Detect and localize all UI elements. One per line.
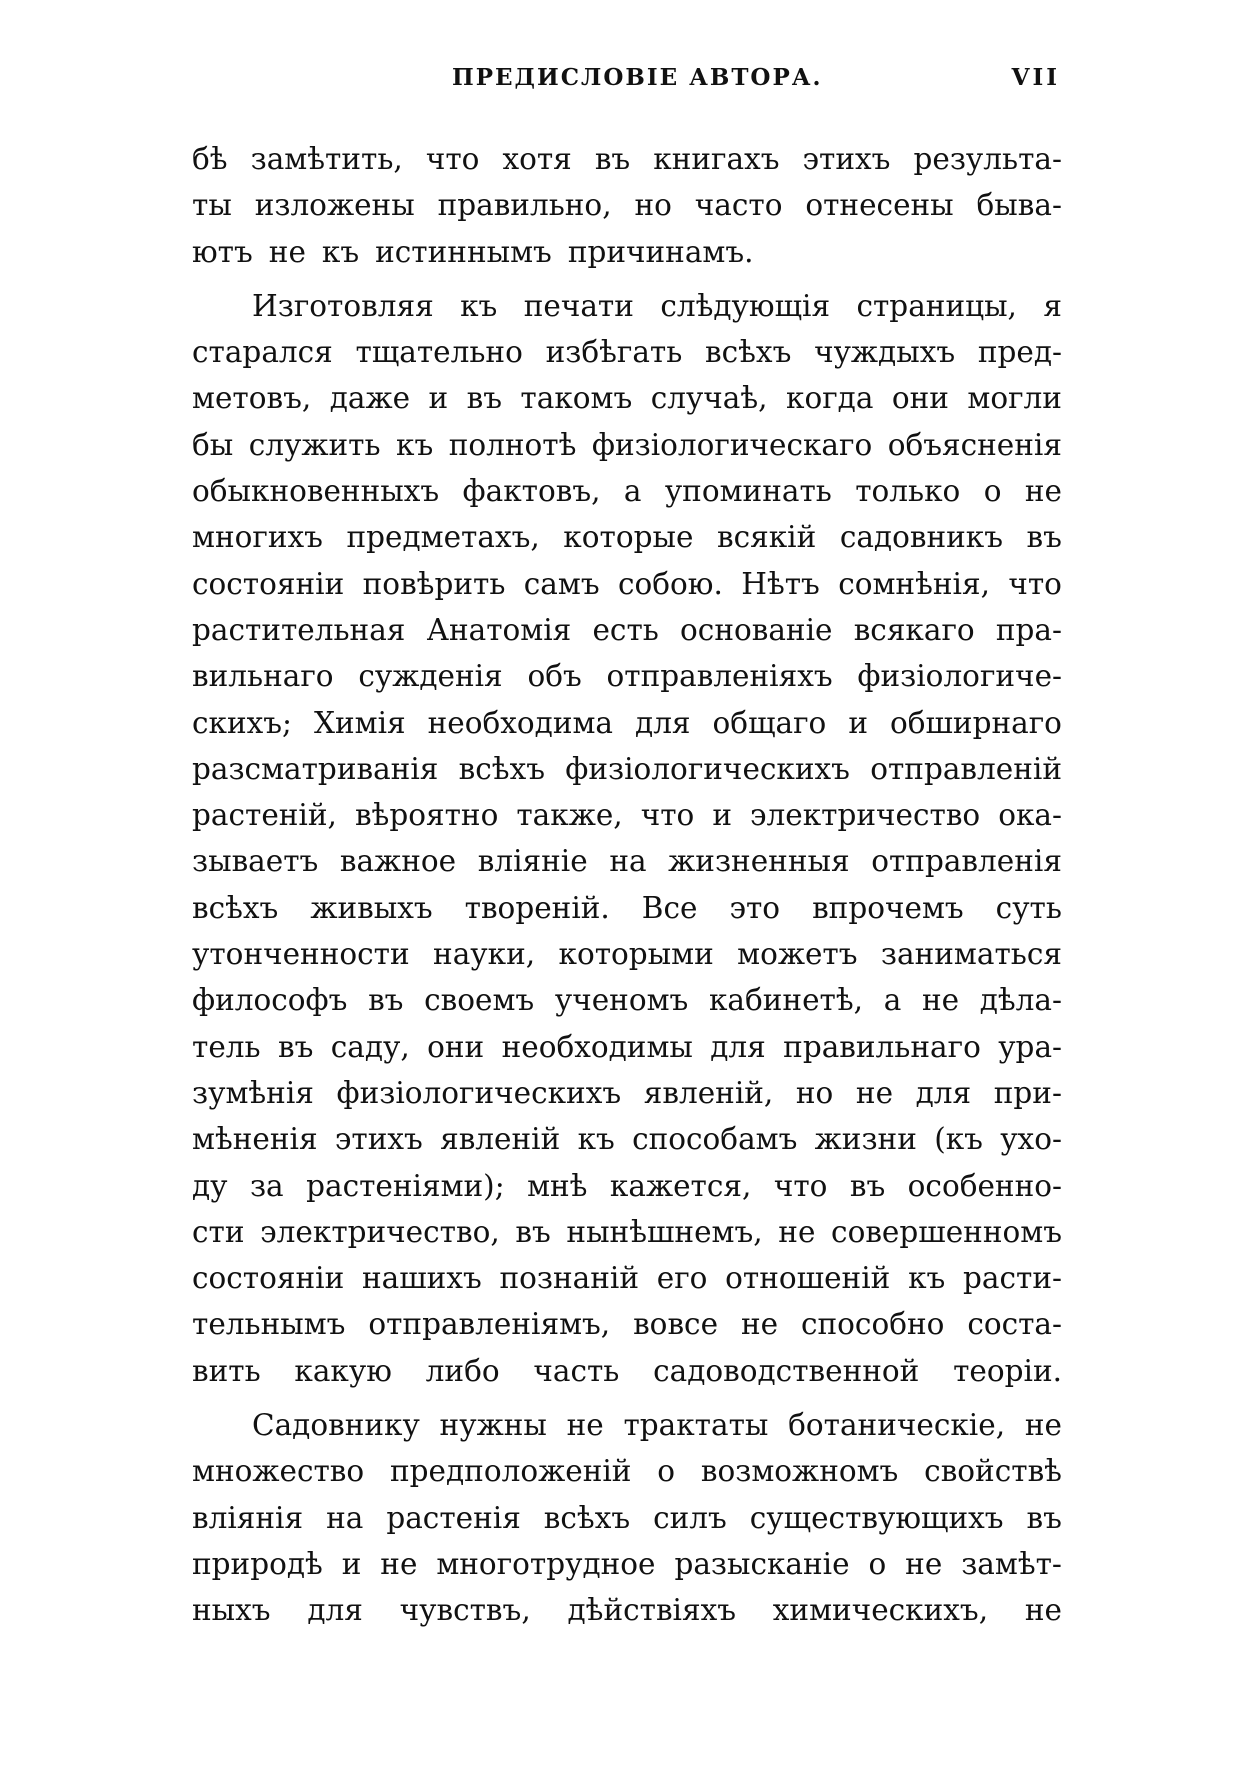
text-line: множество предположеній о возможномъ свойствѣ	[192, 1454, 1062, 1489]
text-line: ныхъ для чувствъ, дѣйствіяхъ химическихъ, не	[192, 1593, 1062, 1628]
text-line: вильнаго сужденія объ отправленіяхъ физіологиче-	[192, 659, 1062, 694]
text-line: растеній, вѣроятно также, что и электричество ока-	[192, 798, 1062, 833]
text-line: вліянія на растенія всѣхъ силъ существующихъ въ	[192, 1500, 1062, 1535]
text-line: Садовнику нужны не трактаты ботаническіе, не	[252, 1408, 1062, 1443]
text-line: тель въ саду, они необходимы для правильнаго ура-	[192, 1029, 1062, 1064]
text-line: старался тщательно избѣгать всѣхъ чуждыхъ пред-	[192, 335, 1062, 370]
text-line: бы служить къ полнотѣ физіологическаго объясненія	[192, 427, 1062, 462]
text-line: ты изложены правильно, но часто отнесены быва-	[192, 188, 1062, 223]
text-line: скихъ; Химія необходима для общаго и обширнаго	[192, 705, 1062, 740]
text-line: Изготовляя къ печати слѣдующія страницы, я	[252, 288, 1062, 323]
text-line: многихъ предметахъ, которые всякій садовникъ въ	[192, 520, 1062, 555]
text-line: зываетъ важное вліяніе на жизненныя отправленія	[192, 844, 1062, 879]
text-line: природѣ и не многотрудное разысканіе о не замѣт-	[192, 1546, 1062, 1581]
text-line: состояніи повѣрить самъ собою. Нѣтъ сомнѣнія, что	[192, 566, 1062, 601]
paragraph	[192, 1402, 1062, 1633]
text-line: зумѣнія физіологическихъ явленій, но не для при-	[192, 1075, 1062, 1110]
text-line: вить какую либо часть садоводственной теоріи.	[192, 1353, 1062, 1388]
running-head	[190, 60, 1060, 100]
text-line: ютъ не къ истиннымъ причинамъ.	[192, 234, 754, 269]
paragraph	[192, 136, 1062, 275]
paragraph	[192, 283, 1062, 1394]
text-line: всѣхъ живыхъ твореній. Все это впрочемъ суть	[192, 890, 1062, 925]
text-line: философъ въ своемъ ученомъ кабинетѣ, а не дѣла-	[192, 983, 1062, 1018]
text-line: сти электричество, въ нынѣшнемъ, не совершенномъ	[192, 1214, 1062, 1249]
body-text	[192, 136, 1062, 1634]
text-line: мѣненія этихъ явленій къ способамъ жизни (къ ухо-	[192, 1122, 1062, 1157]
text-line: растительная Анатомія есть основаніе всякаго пра-	[192, 612, 1062, 647]
text-line: состояніи нашихъ познаній его отношеній къ расти-	[192, 1261, 1062, 1296]
paragraph-gap	[192, 275, 1062, 283]
text-line: метовъ, даже и въ такомъ случаѣ, когда они могли	[192, 381, 1062, 416]
text-line: тельнымъ отправленіямъ, вовсе не способно соста-	[192, 1307, 1062, 1342]
running-title: ПРЕДИСЛОВІЕ АВТОРА.	[452, 64, 823, 91]
text-line: разсматриванія всѣхъ физіологическихъ отправленій	[192, 751, 1062, 786]
text-line: бѣ замѣтить, что хотя въ книгахъ этихъ результа-	[192, 142, 1062, 176]
text-line: обыкновенныхъ фактовъ, а упоминать только о не	[192, 474, 1062, 509]
text-line: ду за растеніями); мнѣ кажется, что въ особенно-	[192, 1168, 1062, 1203]
paragraph-gap	[192, 1394, 1062, 1402]
page-number: VII	[1011, 64, 1060, 91]
text-line: утонченности науки, которыми можетъ заниматься	[192, 937, 1062, 972]
